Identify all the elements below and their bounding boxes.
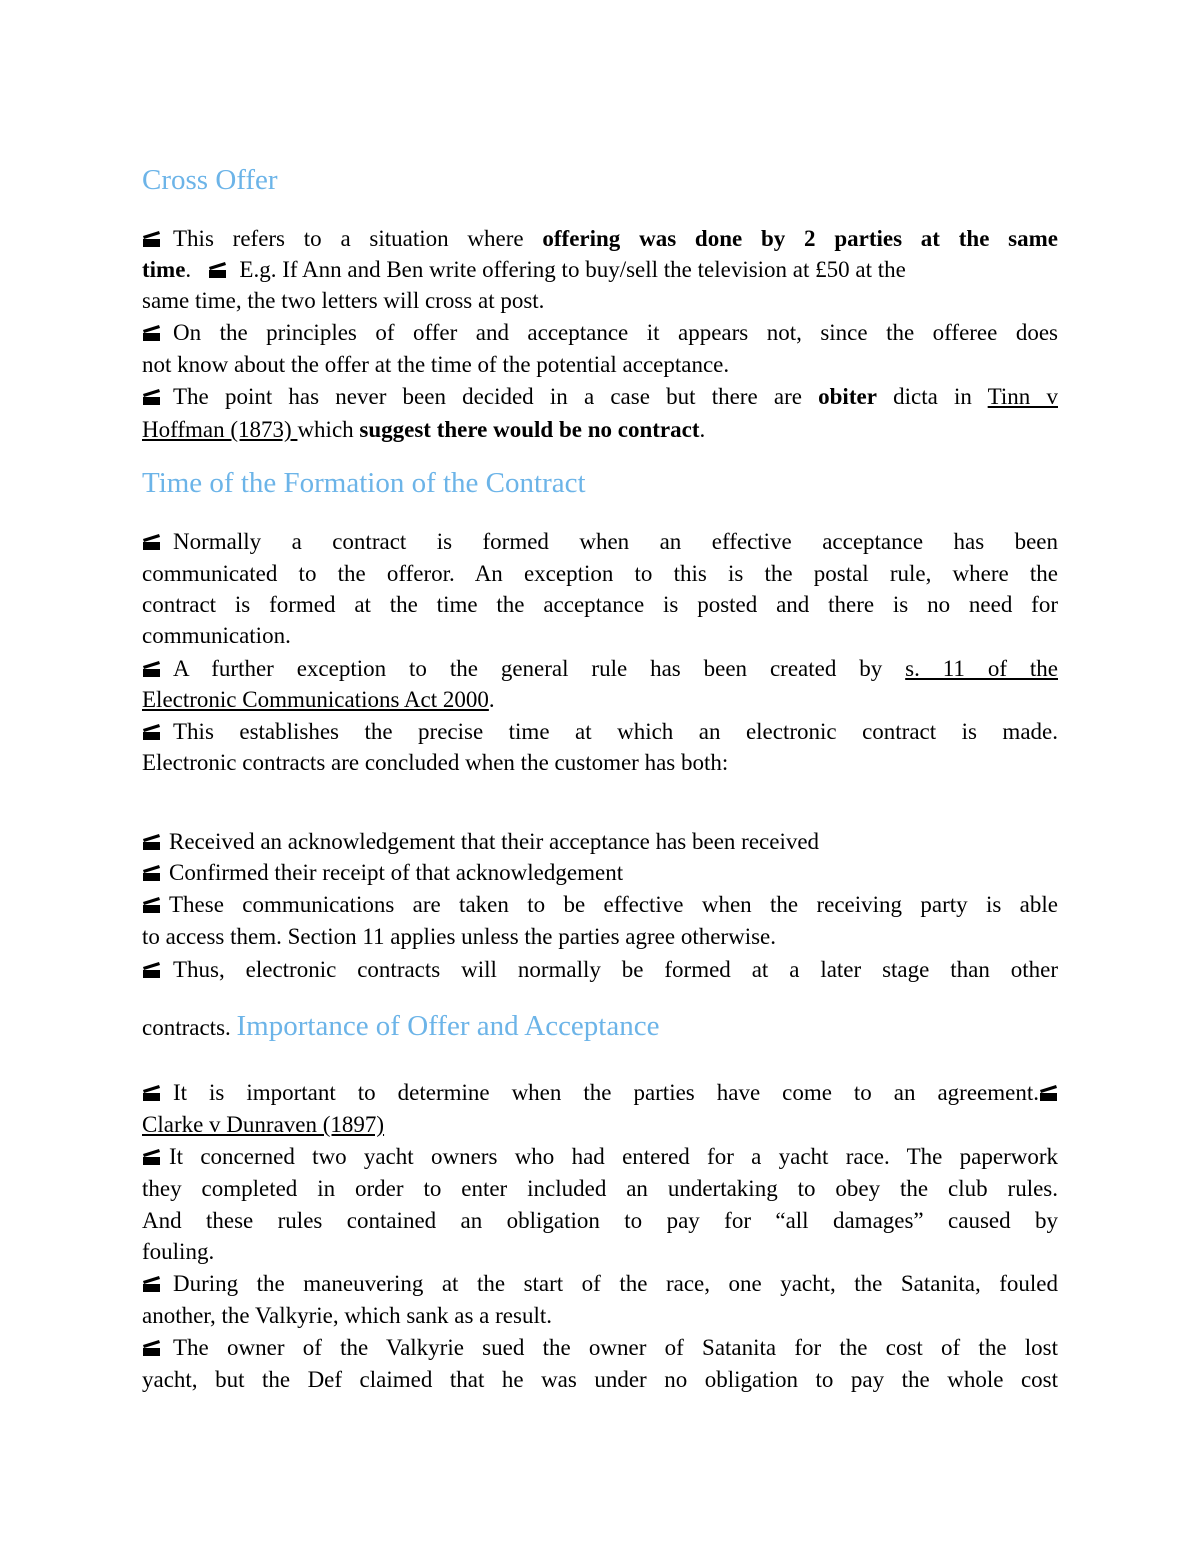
paragraph-line: Hoffman (1873) which suggest there would be no contract. <box>142 417 706 442</box>
paragraph-line: And these rules contained an obligation to pay for “all damages” caused by <box>142 1208 1058 1233</box>
paragraph-line: It is important to determine when the parties have come to an agreement. <box>142 1077 1058 1109</box>
clapperboard-icon <box>142 533 161 551</box>
paragraph-line: communication. <box>142 623 291 648</box>
case-citation-hoffman: Hoffman (1873) <box>142 417 298 442</box>
case-citation-clarke: Clarke v Dunraven (1897) <box>142 1112 385 1137</box>
paragraph-line: to access them. Section 11 applies unless the parties agree otherwise. <box>142 924 777 949</box>
clapperboard-icon <box>208 261 227 279</box>
paragraph-line: time. E.g. If Ann and Ben write offering to buy/sell the television at £50 at the <box>142 257 906 282</box>
case-citation-tinn: Tinn v <box>987 384 1058 409</box>
paragraph-line: they completed in order to enter included an undertaking to obey the club rules. <box>142 1176 1058 1201</box>
paragraph-line: contracts. Importance of Offer and Acceptance <box>142 1010 660 1042</box>
paragraph-line <box>142 1109 1058 1141</box>
clapperboard-icon <box>142 1339 161 1357</box>
list-item: Received an acknowledgement that their acceptance has been received <box>142 826 1058 858</box>
statute-citation: s. 11 of the <box>905 656 1058 681</box>
paragraph-line: The point has never been decided in a case but there are obiter dicta in Tinn v <box>142 381 1058 413</box>
clapperboard-icon <box>142 1275 161 1293</box>
heading-importance: Importance of Offer and Acceptance <box>236 1010 660 1042</box>
paragraph-line: This establishes the precise time at which an electronic contract is made. <box>142 716 1058 748</box>
clapperboard-icon <box>142 230 161 248</box>
statute-citation: Electronic Communications Act 2000 <box>142 687 489 712</box>
paragraph-line: communicated to the offeror. An exception to this is the postal rule, where the <box>142 561 1058 586</box>
paragraph-line: fouling. <box>142 1239 215 1264</box>
clapperboard-icon <box>142 961 161 979</box>
paragraph-line: It concerned two yacht owners who had entered for a yacht race. The paperwork <box>142 1141 1058 1173</box>
heading-time-formation: Time of the Formation of the Contract <box>142 467 586 499</box>
clapperboard-icon <box>142 1084 161 1102</box>
list-item: Confirmed their receipt of that acknowledgement <box>142 857 1058 889</box>
paragraph-line: During the maneuvering at the start of the race, one yacht, the Satanita, fouled <box>142 1268 1058 1300</box>
paragraph-line: Electronic contracts are concluded when the customer has both: <box>142 750 729 775</box>
clapperboard-icon <box>1039 1084 1058 1102</box>
clapperboard-icon <box>142 324 161 342</box>
clapperboard-icon <box>142 660 161 678</box>
list-item: Thus, electronic contracts will normally be formed at a later stage than other <box>142 954 1058 986</box>
paragraph-line: same time, the two letters will cross at post. <box>142 288 545 313</box>
paragraph-line: A further exception to the general rule has been created by s. 11 of the <box>142 653 1058 685</box>
paragraph-line: contract is formed at the time the acceptance is posted and there is no need for <box>142 592 1058 617</box>
clapperboard-icon <box>142 1148 161 1166</box>
paragraph-line: On the principles of offer and acceptance it appears not, since the offeree does <box>142 317 1058 349</box>
paragraph-line: Electronic Communications Act 2000. <box>142 687 495 712</box>
clapperboard-icon <box>142 723 161 741</box>
heading-cross-offer: Cross Offer <box>142 164 278 196</box>
list-item: These communications are taken to be effective when the receiving party is able <box>142 889 1058 921</box>
paragraph-line: Normally a contract is formed when an effective acceptance has been <box>142 526 1058 558</box>
paragraph-line: This refers to a situation where offering was done by 2 parties at the same <box>142 223 1058 255</box>
clapperboard-icon <box>142 864 161 882</box>
paragraph-line: The owner of the Valkyrie sued the owner of Satanita for the cost of the lost <box>142 1332 1058 1364</box>
clapperboard-icon <box>142 896 161 914</box>
clapperboard-icon <box>142 388 161 406</box>
paragraph-line: yacht, but the Def claimed that he was under no obligation to pay the whole cost <box>142 1367 1058 1392</box>
clapperboard-icon <box>142 833 161 851</box>
paragraph-line: not know about the offer at the time of the potential acceptance. <box>142 352 730 377</box>
paragraph-line: another, the Valkyrie, which sank as a result. <box>142 1303 552 1328</box>
